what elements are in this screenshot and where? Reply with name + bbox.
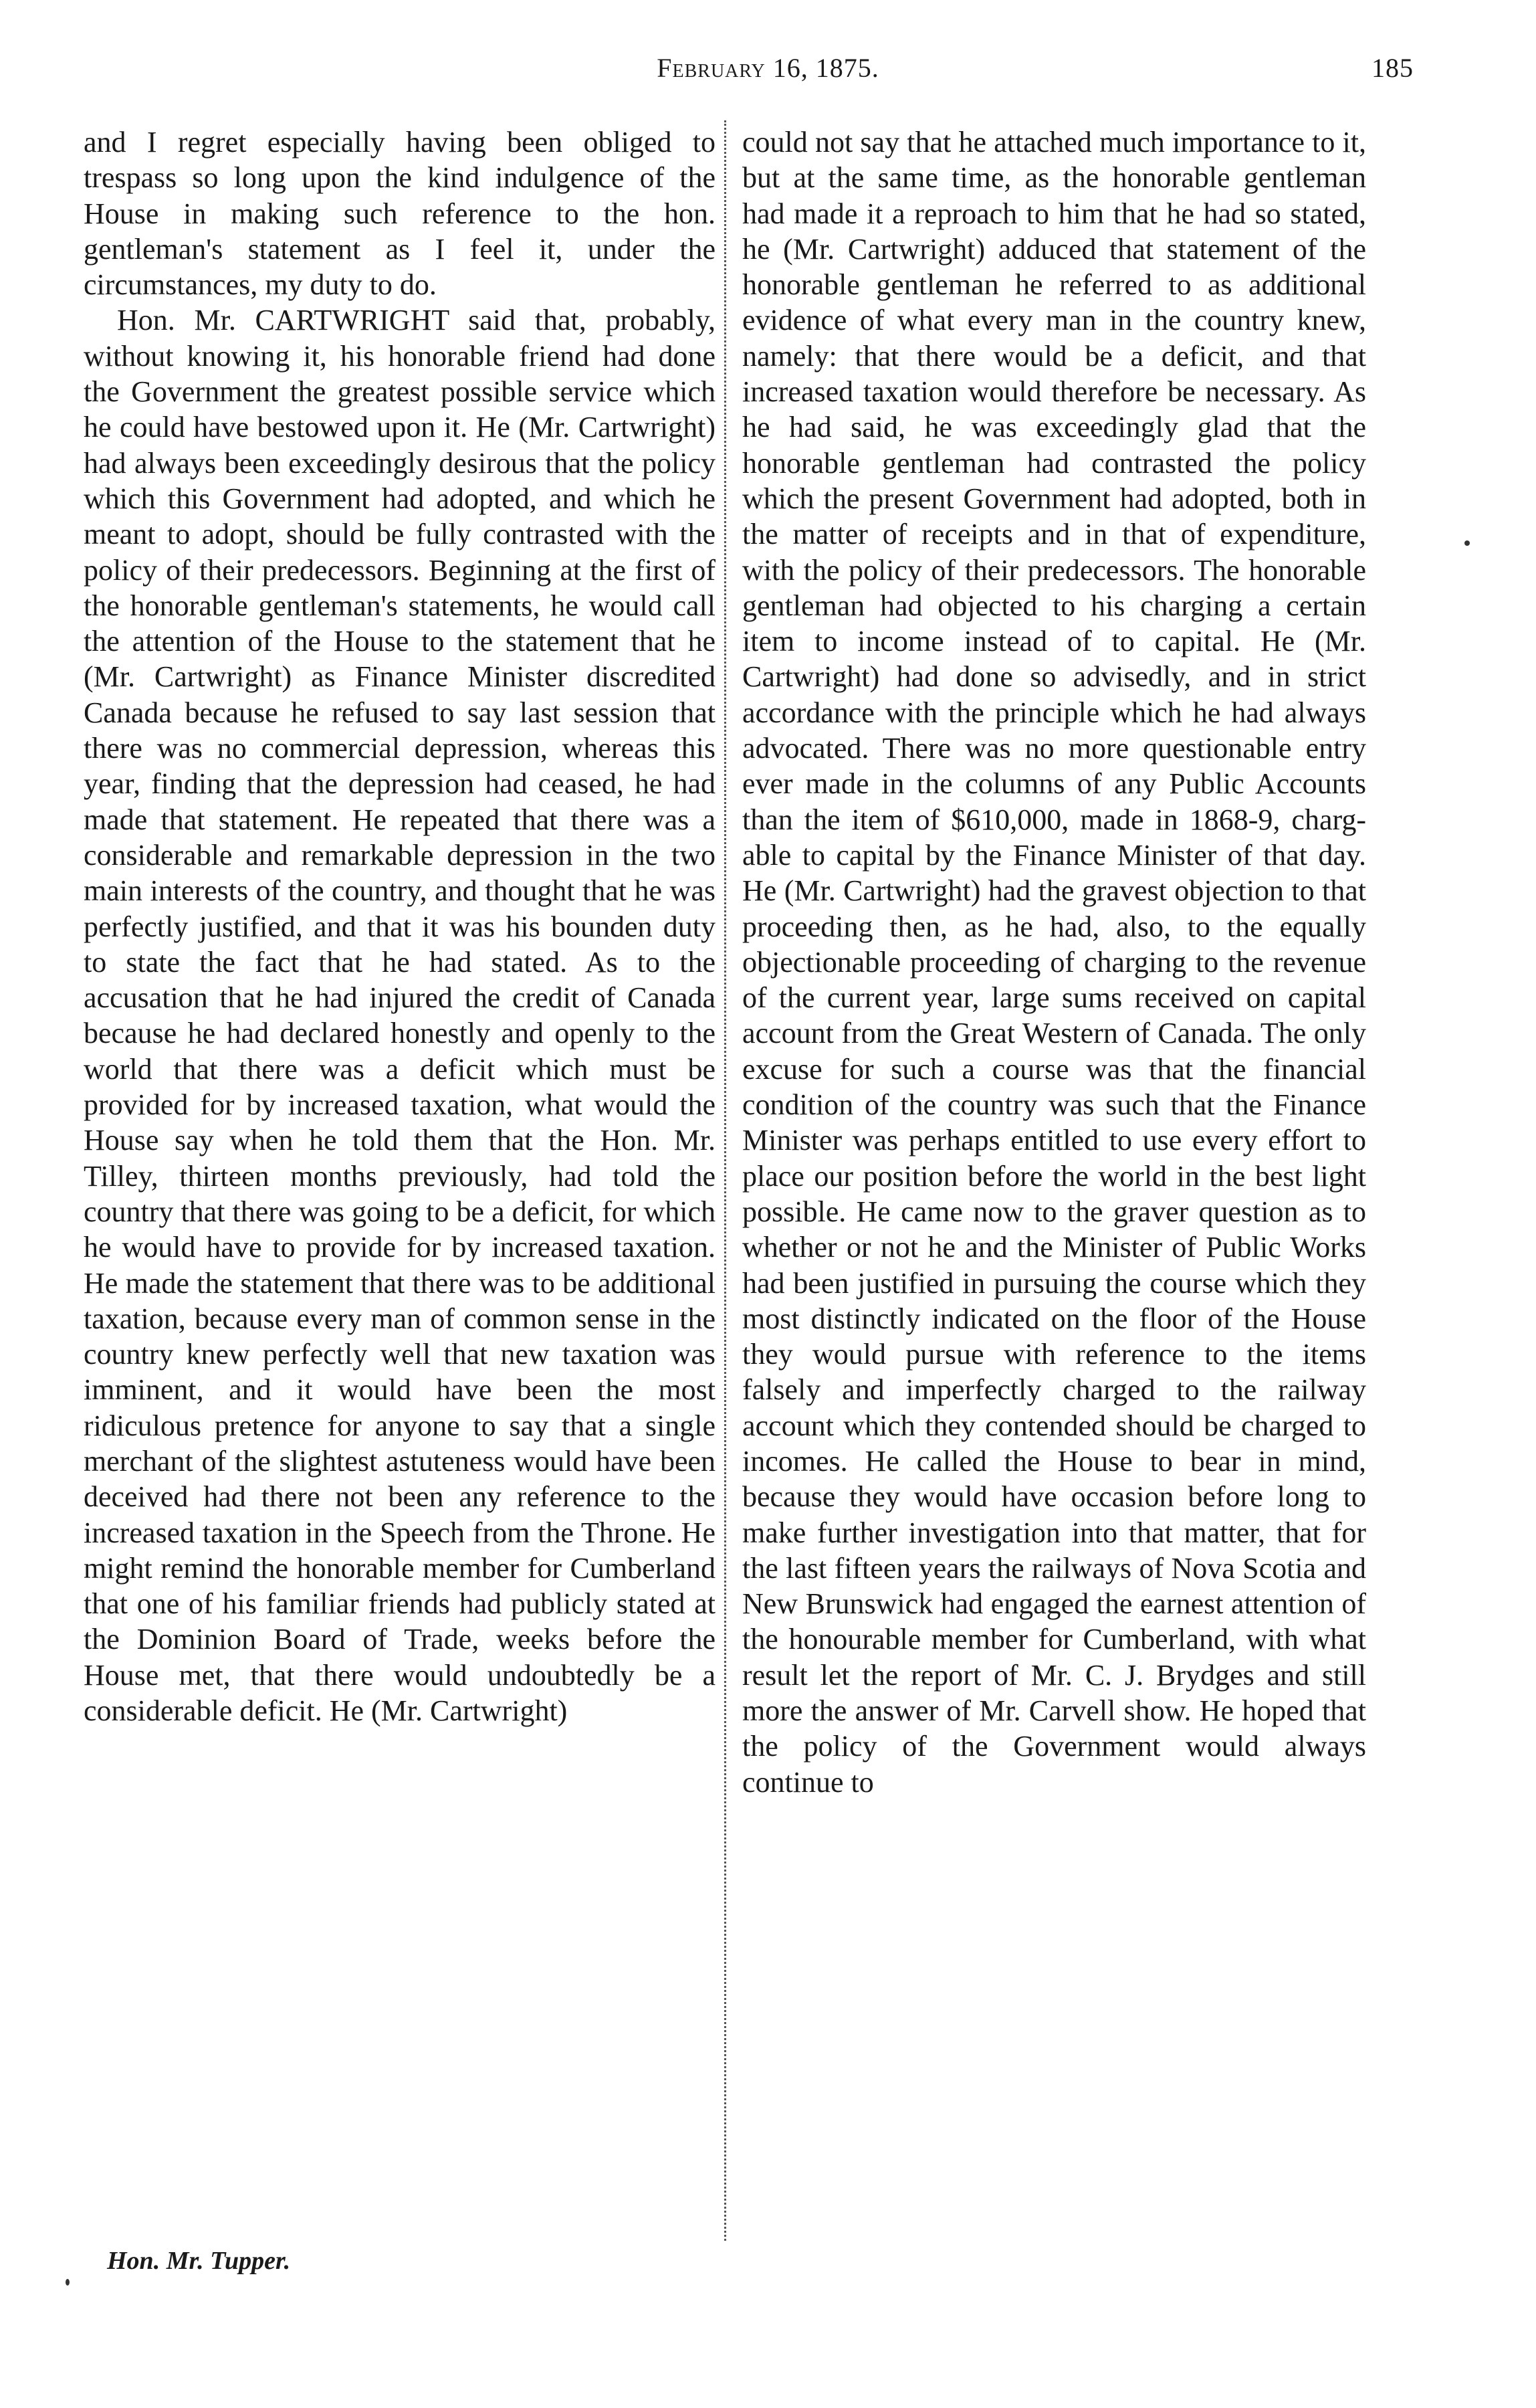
left-paragraph-1: and I regret especially having been obliged to trespass so long upon the kind indulgence of the House in making such reference to the hon. gentleman's statement as I feel it, under the circumstances, my duty to do. <box>84 126 716 302</box>
right-column <box>742 124 1366 2251</box>
ink-speck <box>66 2279 70 2286</box>
right-paragraph-1: could not say that he attached much importance to it, but at the same time, as the honorable gentleman had made it a reproach to him that he had so stated, he (Mr. Cartwright) adduced that statement of the honorable gentleman he referred to as additional evidence of what every man in the country knew, namely: that there would be a deficit, and that increased taxation would therefore be necessary. As he had said, he was exceedingly glad that the honorable gentleman had contrasted the policy which the present Government had adopted, both in the matter of receipts and in that of expenditure, with the policy of their predecessors. The honorable gentleman had objected to his charging a certain item to income instead of to capital. He (Mr. Cartwright) had done so advisedly, and in strict accordance with the principle which he had always advocated. There was no more questionable entry ever made in the columns of any Public Accounts than the item of $610,000, made in 1868-9, chargable to capital by the Finance Minister of that day. He (Mr. Cartwright) had the gravest objection to that proceeding then, as he had, also, to the equally objectionable proceeding of charging to the revenue of the current year, large sums received on capital account from the Great Western of Canada. The only excuse for such a course was that the financial condition of the country was such that the Finance Minister was perhaps entitled to use every effort to place our position before the world in the best light possible. He came now to the graver question as to whether or not he and the Minister of Public Works had been justified in pursuing the course which they most distinctly indicated on the floor of the House they would pursue with reference to the items falsely and imperfectly charged to the railway account which they contended should be charged to incomes. He called the House to bear in mind, because they would have occasion before long to make further investigation into that matter, that for the last fifteen years the railways of Nova Scotia and New Brunswick had engaged the earnest attention of the honourable member for Cumberland, with what result let the report of Mr. C. J. Brydges and still more the answer of Mr. Carvell show. He hoped that the policy of the Government would always continue to <box>742 126 1366 1799</box>
left-column <box>84 124 716 2251</box>
page-number: 185 <box>1372 53 1414 83</box>
page-header <box>0 52 1536 92</box>
page-date <box>0 52 1536 84</box>
ink-speck <box>1464 540 1470 546</box>
column-divider <box>724 120 726 2241</box>
left-paragraph-2: Hon. Mr. CARTWRIGHT said that, probably, without knowing it, his honorable friend had done the Government the greatest possible service which he could have bestowed upon it. He (Mr. Cartwright) had always been exceedingly desirous that the policy which this Government had adopted, and which he meant to adopt, should be fully contrasted with the policy of their predecessors. Beginning at the first of the honorable gentleman's statements, he would call the attention of the House to the statement that he (Mr. Cartwright) as Finance Minister discredited Canada because he refused to say last session that there was no commercial depression, whereas this year, finding that the depression had ceased, he had made that statement. He repeated that there was a considerable and remarkable depression in the two main interests of the country, and thought that he was perfectly justified, and that it was his bounden duty to state the fact that he had stated. As to the accusation that he had injured the credit of Canada because he had declared honestly and openly to the world that there was a deficit which must be provided for by increased taxation, what would the House say when he told them that the Hon. Mr. Tilley, thirteen months previously, had told the country that there was going to be a deficit, for which he would have to provide for by increased taxation. He made the statement that there was to be additional taxation, because every man of common sense in the country knew perfectly well that new taxation was imminent, and it would have been the most ridiculous pretence for anyone to say that a single merchant of the slightest astuteness would have been deceived had there not been any reference to the increased taxation in the Speech from the Throne. He might remind the honorable member for Cumberland that one of his familiar friends had publicly stated at the Dominion Board of Trade, weeks before the House met, that there would undoubtedly be a considerable deficit. He (Mr. Cartwright) <box>84 304 716 1728</box>
footer-speaker: Hon. Mr. Tupper. <box>107 2247 291 2275</box>
date-text: February 16, 1875. <box>657 53 879 83</box>
